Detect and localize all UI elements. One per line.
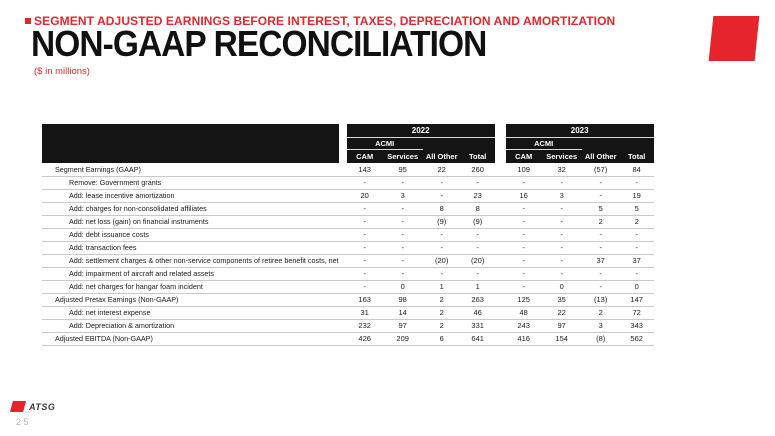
value-2023-services: 35	[542, 293, 582, 306]
row-label: Add: lease incentive amortization	[42, 189, 339, 202]
row-label: Segment Earnings (GAAP)	[42, 163, 339, 176]
value-2022-total: 263	[461, 293, 495, 306]
value-2022-services: 97	[383, 319, 423, 332]
value-2022-total: -	[461, 228, 495, 241]
value-2023-services: 0	[542, 280, 582, 293]
value-2022-allother: 1	[423, 280, 461, 293]
column-gap	[495, 228, 506, 241]
value-2022-cam: -	[347, 228, 383, 241]
column-gap	[339, 189, 347, 202]
row-label: Add: transaction fees	[42, 241, 339, 254]
value-2023-allother: 3	[582, 319, 620, 332]
col-2022-cam: CAM	[347, 149, 383, 163]
table-row	[42, 267, 654, 280]
value-2022-services: 209	[383, 332, 423, 345]
row-label: Add: net charges for hangar foam incident	[42, 280, 339, 293]
value-2022-cam: -	[347, 176, 383, 189]
column-header-row	[42, 149, 654, 163]
value-2022-total: 23	[461, 189, 495, 202]
table-row	[42, 306, 654, 319]
value-2023-cam: 48	[506, 306, 542, 319]
value-2022-cam: -	[347, 241, 383, 254]
label-column-header	[42, 149, 339, 163]
header-gap	[339, 137, 347, 149]
row-label: Add: debt issuance costs	[42, 228, 339, 241]
value-2022-total: 8	[461, 202, 495, 215]
table-row	[42, 163, 654, 176]
row-label: Adjusted EBITDA (Non-GAAP)	[42, 332, 339, 345]
atsg-logo-text: ATSG	[29, 401, 56, 412]
value-2022-cam: -	[347, 280, 383, 293]
value-2023-allother: -	[582, 176, 620, 189]
value-2022-allother: 2	[423, 293, 461, 306]
table-row	[42, 176, 654, 189]
value-2022-total: 260	[461, 163, 495, 176]
header-gap	[339, 149, 347, 163]
value-2023-allother: 37	[582, 254, 620, 267]
value-2022-total: -	[461, 176, 495, 189]
value-2023-total: 19	[620, 189, 654, 202]
value-2023-cam: -	[506, 254, 542, 267]
value-2022-allother: 6	[423, 332, 461, 345]
header-gap	[339, 124, 347, 137]
acmi-header-row	[42, 137, 654, 149]
value-2023-cam: -	[506, 215, 542, 228]
table-row	[42, 319, 654, 332]
column-gap	[339, 176, 347, 189]
table-row	[42, 293, 654, 306]
value-2023-total: 84	[620, 163, 654, 176]
year-2022-header: 2022	[347, 124, 495, 137]
column-gap	[495, 215, 506, 228]
value-2023-allother: -	[582, 189, 620, 202]
col-2022-services: Services	[383, 149, 423, 163]
value-2022-total: -	[461, 267, 495, 280]
value-2022-cam: -	[347, 202, 383, 215]
value-2023-cam: 16	[506, 189, 542, 202]
value-2023-total: -	[620, 228, 654, 241]
column-gap	[495, 332, 506, 345]
header-gap	[495, 124, 506, 137]
value-2023-services: 97	[542, 319, 582, 332]
value-2023-allother: (8)	[582, 332, 620, 345]
table-row	[42, 332, 654, 345]
value-2023-total: -	[620, 176, 654, 189]
value-2023-total: -	[620, 267, 654, 280]
value-2023-allother: -	[582, 267, 620, 280]
column-gap	[339, 267, 347, 280]
value-2023-allother: 2	[582, 306, 620, 319]
table-row	[42, 215, 654, 228]
page-title: NON-GAAP RECONCILIATION	[31, 23, 487, 64]
value-2023-services: -	[542, 215, 582, 228]
table-body	[42, 163, 654, 345]
acmi-2022-spacer	[423, 137, 495, 149]
value-2022-cam: 163	[347, 293, 383, 306]
value-2023-cam: -	[506, 267, 542, 280]
value-2022-total: 641	[461, 332, 495, 345]
value-2023-total: 343	[620, 319, 654, 332]
header-gap	[495, 137, 506, 149]
value-2022-services: 0	[383, 280, 423, 293]
row-label: Add: net interest expense	[42, 306, 339, 319]
year-header-row	[42, 124, 654, 137]
row-label: Adjusted Pretax Earnings (Non-GAAP)	[42, 293, 339, 306]
value-2022-total: 1	[461, 280, 495, 293]
table-row	[42, 202, 654, 215]
column-gap	[495, 319, 506, 332]
value-2023-services: 32	[542, 163, 582, 176]
units-subtitle: ($ in millions)	[34, 66, 90, 77]
value-2023-total: -	[620, 241, 654, 254]
value-2023-services: 22	[542, 306, 582, 319]
value-2023-allother: (13)	[582, 293, 620, 306]
value-2022-allother: 2	[423, 319, 461, 332]
value-2023-allother: -	[582, 241, 620, 254]
value-2023-total: 37	[620, 254, 654, 267]
value-2022-allother: (20)	[423, 254, 461, 267]
column-gap	[339, 163, 347, 176]
value-2023-total: 72	[620, 306, 654, 319]
value-2023-allother: 2	[582, 215, 620, 228]
value-2022-services: -	[383, 215, 423, 228]
value-2022-allother: (9)	[423, 215, 461, 228]
value-2022-services: 3	[383, 189, 423, 202]
value-2022-allother: 2	[423, 306, 461, 319]
value-2022-total: (20)	[461, 254, 495, 267]
reconciliation-table	[42, 124, 654, 346]
column-gap	[495, 293, 506, 306]
value-2023-total: 562	[620, 332, 654, 345]
column-gap	[339, 202, 347, 215]
value-2023-total: 147	[620, 293, 654, 306]
value-2022-total: 46	[461, 306, 495, 319]
value-2022-allother: -	[423, 189, 461, 202]
column-gap	[495, 202, 506, 215]
value-2023-cam: 416	[506, 332, 542, 345]
value-2022-cam: 31	[347, 306, 383, 319]
value-2023-cam: 109	[506, 163, 542, 176]
column-gap	[495, 280, 506, 293]
value-2022-services: 14	[383, 306, 423, 319]
acmi-2023-spacer	[582, 137, 654, 149]
value-2022-services: -	[383, 176, 423, 189]
row-label: Add: charges for non-consolidated affiliates	[42, 202, 339, 215]
value-2023-allother: 5	[582, 202, 620, 215]
atsg-flag-icon	[10, 401, 26, 412]
column-gap	[339, 254, 347, 267]
value-2023-total: 5	[620, 202, 654, 215]
column-gap	[495, 176, 506, 189]
column-gap	[339, 241, 347, 254]
value-2022-allother: -	[423, 228, 461, 241]
value-2023-cam: -	[506, 176, 542, 189]
table-row	[42, 254, 654, 267]
column-gap	[339, 319, 347, 332]
value-2023-services: 3	[542, 189, 582, 202]
label-column-header	[42, 137, 339, 149]
value-2023-allother: -	[582, 280, 620, 293]
value-2022-total: -	[461, 241, 495, 254]
value-2022-services: -	[383, 241, 423, 254]
value-2023-cam: -	[506, 241, 542, 254]
col-2023-allother: All Other	[582, 149, 620, 163]
value-2023-total: 0	[620, 280, 654, 293]
row-label: Add: settlement charges & other non-service components of retiree benefit costs, net	[42, 254, 339, 267]
value-2022-cam: 232	[347, 319, 383, 332]
value-2022-cam: 426	[347, 332, 383, 345]
value-2023-services: -	[542, 267, 582, 280]
value-2023-allother: (57)	[582, 163, 620, 176]
value-2022-services: 95	[383, 163, 423, 176]
atsg-logo	[10, 401, 55, 412]
year-2023-header: 2023	[506, 124, 654, 137]
column-gap	[495, 163, 506, 176]
acmi-2023-header: ACMI	[506, 137, 582, 149]
value-2023-cam: 243	[506, 319, 542, 332]
value-2023-cam: -	[506, 228, 542, 241]
acmi-2022-header: ACMI	[347, 137, 423, 149]
value-2022-services: -	[383, 267, 423, 280]
value-2022-cam: -	[347, 254, 383, 267]
value-2022-services: 98	[383, 293, 423, 306]
row-label: Remove: Government grants	[42, 176, 339, 189]
value-2023-services: -	[542, 228, 582, 241]
column-gap	[339, 306, 347, 319]
value-2023-cam: 125	[506, 293, 542, 306]
table-row	[42, 189, 654, 202]
col-2023-services: Services	[542, 149, 582, 163]
label-column-header	[42, 124, 339, 137]
value-2023-services: -	[542, 202, 582, 215]
col-2022-allother: All Other	[423, 149, 461, 163]
column-gap	[339, 215, 347, 228]
value-2023-total: 2	[620, 215, 654, 228]
table-row	[42, 228, 654, 241]
row-label: Add: Depreciation & amortization	[42, 319, 339, 332]
col-2023-cam: CAM	[506, 149, 542, 163]
value-2022-total: (9)	[461, 215, 495, 228]
table-row	[42, 280, 654, 293]
row-label: Add: impairment of aircraft and related assets	[42, 267, 339, 280]
column-gap	[339, 332, 347, 345]
value-2022-services: -	[383, 202, 423, 215]
col-2023-total: Total	[620, 149, 654, 163]
value-2023-services: -	[542, 176, 582, 189]
value-2023-services: 154	[542, 332, 582, 345]
column-gap	[495, 254, 506, 267]
value-2023-services: -	[542, 241, 582, 254]
eyebrow-text: SEGMENT ADJUSTED EARNINGS BEFORE INTEREST, TAXES, DEPRECIATION AND AMORTIZATION	[34, 14, 616, 28]
column-gap	[495, 189, 506, 202]
value-2023-cam: -	[506, 280, 542, 293]
table-row	[42, 241, 654, 254]
col-2022-total: Total	[461, 149, 495, 163]
value-2022-cam: -	[347, 215, 383, 228]
value-2022-allother: 22	[423, 163, 461, 176]
value-2023-allother: -	[582, 228, 620, 241]
column-gap	[339, 228, 347, 241]
value-2022-allother: -	[423, 267, 461, 280]
column-gap	[495, 267, 506, 280]
value-2022-services: -	[383, 254, 423, 267]
corner-accent-shape-icon	[709, 16, 760, 61]
row-label: Add: net loss (gain) on financial instruments	[42, 215, 339, 228]
value-2023-services: -	[542, 254, 582, 267]
value-2022-total: 331	[461, 319, 495, 332]
page-number: 25	[16, 417, 32, 427]
value-2022-allother: 8	[423, 202, 461, 215]
header-gap	[495, 149, 506, 163]
value-2022-cam: -	[347, 267, 383, 280]
value-2022-allother: -	[423, 176, 461, 189]
value-2022-cam: 143	[347, 163, 383, 176]
column-gap	[495, 241, 506, 254]
column-gap	[339, 280, 347, 293]
value-2022-allother: -	[423, 241, 461, 254]
value-2022-services: -	[383, 228, 423, 241]
value-2023-cam: -	[506, 202, 542, 215]
column-gap	[339, 293, 347, 306]
value-2022-cam: 20	[347, 189, 383, 202]
column-gap	[495, 306, 506, 319]
